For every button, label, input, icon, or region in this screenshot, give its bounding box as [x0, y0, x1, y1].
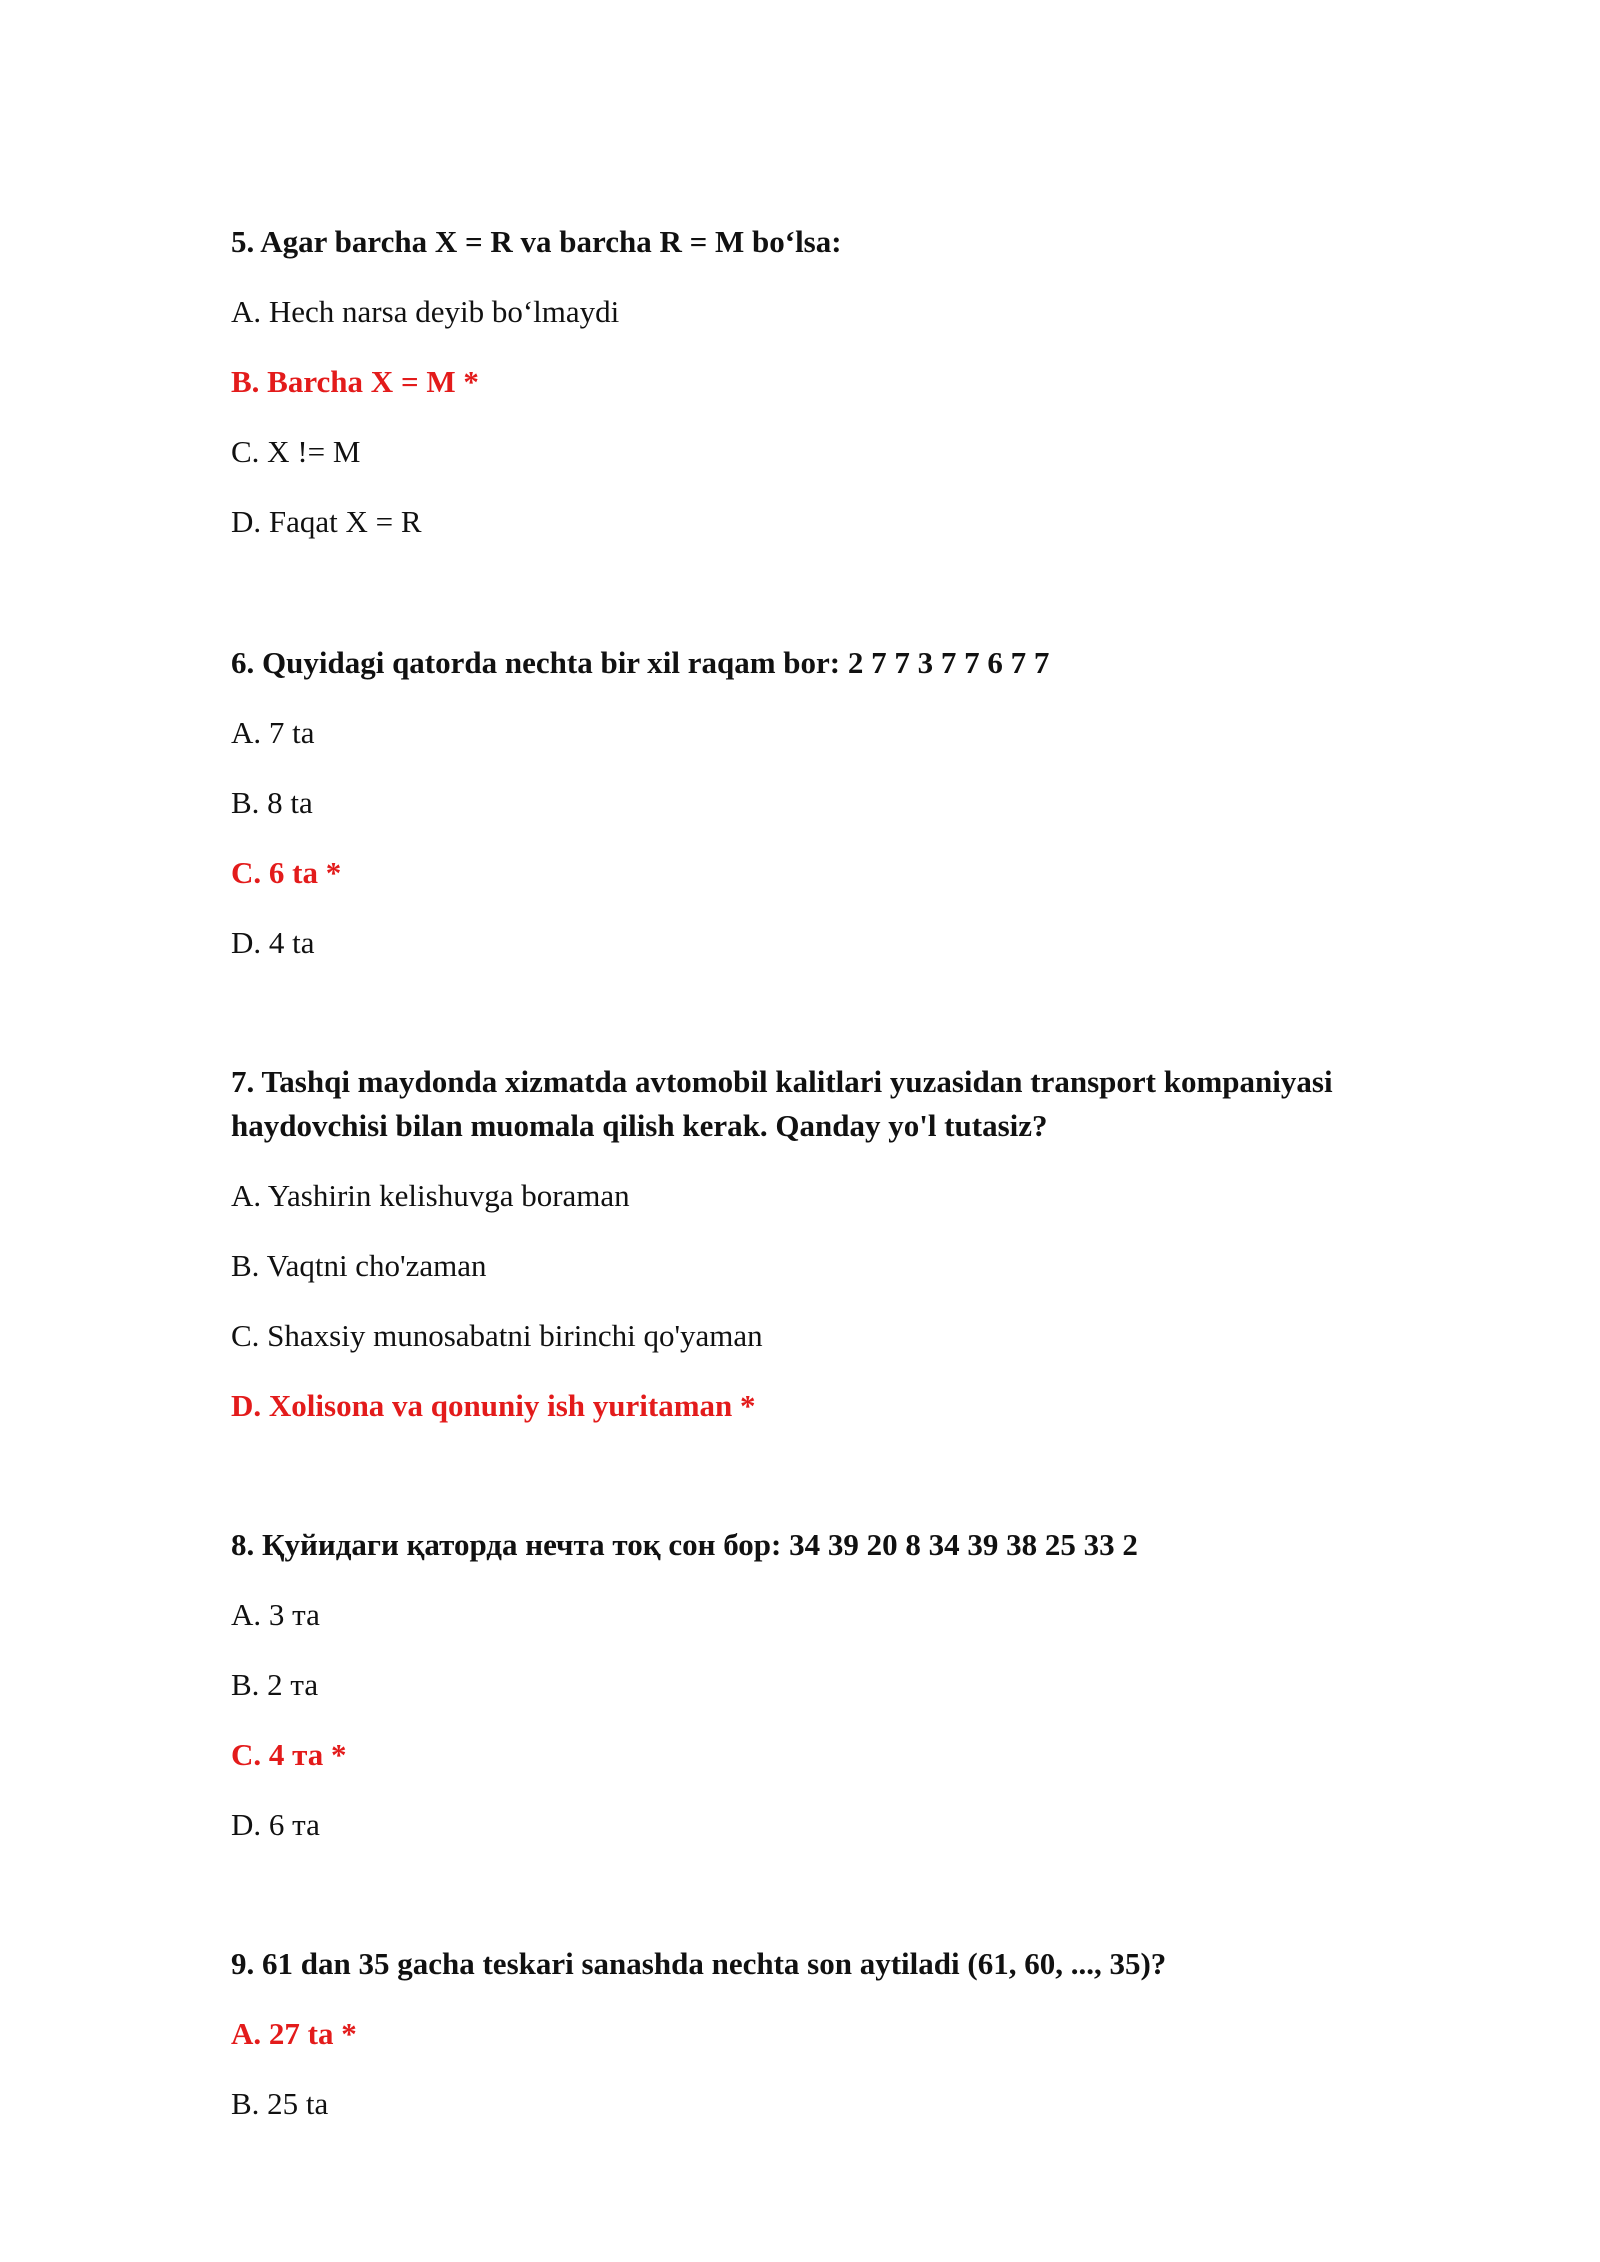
option-d: D. Faqat X = R: [231, 504, 422, 539]
question-9: [231, 1942, 1411, 2126]
option-c-correct: C. 6 ta *: [231, 855, 342, 890]
question-title: 7. Tashqi maydonda xizmatda avtomobil kalitlari yuzasidan transport kompaniyasi haydovchisi bilan muomala qilish kerak. Qanday yo'l tutasiz?: [231, 1064, 1333, 1143]
option-a-correct: A. 27 ta *: [231, 2016, 357, 2051]
question-5: [231, 220, 1411, 544]
option-d: D. 4 ta: [231, 925, 315, 960]
question-title: 5. Agar barcha X = R va barcha R = M bo‘lsa:: [231, 224, 842, 259]
question-8: [231, 1523, 1411, 1847]
question-title: 9. 61 dan 35 gacha teskari sanashda nechta son aytiladi (61, 60, ..., 35)?: [231, 1946, 1167, 1981]
question-6: [231, 641, 1411, 965]
question-title: 8. Қуйидаги қаторда нечта тоқ сон бор: 34 39 20 8 34 39 38 25 33 2: [231, 1527, 1138, 1562]
option-b-correct: B. Barcha X = M *: [231, 364, 479, 399]
option-a: A. Hech narsa deyib bo‘lmaydi: [231, 294, 620, 329]
options-list: [231, 290, 1411, 544]
option-c-correct: C. 4 та *: [231, 1737, 347, 1772]
option-c: C. Shaxsiy munosabatni birinchi qo'yaman: [231, 1318, 763, 1353]
options-list: [231, 2012, 1411, 2126]
option-c: C. X != M: [231, 434, 361, 469]
question-title: 6. Quyidagi qatorda nechta bir xil raqam bor: 2 7 7 3 7 7 6 7 7: [231, 645, 1050, 680]
option-a: A. 3 та: [231, 1597, 320, 1632]
option-d-correct: D. Xolisona va qonuniy ish yuritaman *: [231, 1388, 756, 1423]
question-7: [231, 1060, 1411, 1428]
option-b: B. 25 ta: [231, 2086, 329, 2121]
option-b: B. 8 ta: [231, 785, 313, 820]
option-a: A. Yashirin kelishuvga boraman: [231, 1178, 630, 1213]
option-b: B. 2 та: [231, 1667, 319, 1702]
option-b: B. Vaqtni cho'zaman: [231, 1248, 487, 1283]
option-a: A. 7 ta: [231, 715, 315, 750]
options-list: [231, 1174, 1411, 1428]
options-list: [231, 1593, 1411, 1847]
options-list: [231, 711, 1411, 965]
option-d: D. 6 та: [231, 1807, 320, 1842]
